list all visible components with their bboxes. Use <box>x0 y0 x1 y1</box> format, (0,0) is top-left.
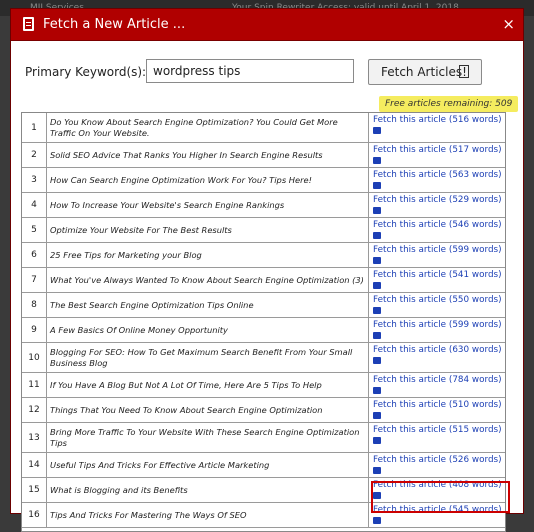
article-row <box>22 218 505 243</box>
fetch-article-link[interactable]: Fetch this article (599 words) <box>373 320 502 330</box>
article-number: 12 <box>22 398 47 422</box>
article-title: Solid SEO Advice That Ranks You Higher In Search Engine Results <box>50 149 323 160</box>
fetch-cell <box>368 143 507 167</box>
fetch-cell <box>368 113 507 142</box>
article-title: Tips And Tricks For Mastering The Ways Of SEO <box>50 509 247 520</box>
article-number: 7 <box>22 268 47 292</box>
fetch-cell <box>368 398 507 422</box>
fetch-cell <box>368 243 507 267</box>
article-title: Do You Know About Search Engine Optimization? You Could Get More Traffic On Your Website. <box>50 116 338 138</box>
article-row <box>22 343 505 373</box>
article-row <box>22 243 505 268</box>
copy-icon[interactable] <box>373 232 381 239</box>
article-number: 10 <box>22 343 47 372</box>
copy-icon[interactable] <box>373 127 381 134</box>
fetch-article-link[interactable]: Fetch this article (599 words) <box>373 245 502 255</box>
article-title: Things That You Need To Know About Search Engine Optimization <box>50 404 323 415</box>
fetch-article-link[interactable]: Fetch this article (784 words) <box>373 375 502 385</box>
fetch-article-modal <box>10 8 524 520</box>
fetch-cell <box>368 453 507 477</box>
article-title: How To Increase Your Website's Search Engine Rankings <box>50 199 285 210</box>
fetch-article-link[interactable]: Fetch this article (517 words) <box>373 145 502 155</box>
fetch-article-link[interactable]: Fetch this article (408 words) <box>373 480 502 490</box>
fetch-articles-button[interactable] <box>368 59 482 85</box>
fetch-article-link[interactable]: Fetch this article (546 words) <box>373 220 502 230</box>
article-title: What You've Always Wanted To Know About Search Engine Optimization (3) <box>50 274 364 285</box>
article-number: 14 <box>22 453 47 477</box>
keyword-label: Primary Keyword(s): <box>25 65 147 79</box>
free-articles-badge: Free articles remaining: 509 <box>379 96 518 112</box>
copy-icon[interactable] <box>373 357 381 364</box>
article-row <box>22 478 505 503</box>
article-row <box>22 373 505 398</box>
article-row <box>22 193 505 218</box>
article-number: 3 <box>22 168 47 192</box>
article-number: 8 <box>22 293 47 317</box>
copy-icon[interactable] <box>373 182 381 189</box>
article-row <box>22 453 505 478</box>
fetch-cell <box>368 293 507 317</box>
fetch-article-link[interactable]: Fetch this article (515 words) <box>373 425 502 435</box>
article-number: 5 <box>22 218 47 242</box>
article-row <box>22 503 505 528</box>
copy-icon[interactable] <box>373 412 381 419</box>
article-number: 15 <box>22 478 47 502</box>
article-row <box>22 268 505 293</box>
article-title: Blogging For SEO: How To Get Maximum Search Benefit From Your Small Business Blog <box>50 346 353 368</box>
keyword-row <box>25 59 515 85</box>
copy-icon[interactable] <box>373 492 381 499</box>
article-number: 13 <box>22 423 47 452</box>
fetch-cell <box>368 503 507 527</box>
article-number: 2 <box>22 143 47 167</box>
copy-icon[interactable] <box>373 157 381 164</box>
fetch-article-link[interactable]: Fetch this article (529 words) <box>373 195 502 205</box>
document-icon <box>23 17 34 31</box>
copy-icon[interactable] <box>373 332 381 339</box>
article-row <box>22 423 505 453</box>
copy-icon[interactable] <box>373 257 381 264</box>
fetch-article-link[interactable]: Fetch this article (630 words) <box>373 345 502 355</box>
fetch-cell <box>368 318 507 342</box>
fetch-cell <box>368 168 507 192</box>
fetch-article-link[interactable]: Fetch this article (563 words) <box>373 170 502 180</box>
article-list[interactable] <box>21 112 506 532</box>
keyword-input[interactable] <box>146 59 354 83</box>
article-title: How Can Search Engine Optimization Work For You? Tips Here! <box>50 174 312 185</box>
fetch-cell <box>368 373 507 397</box>
copy-icon[interactable] <box>373 437 381 444</box>
fetch-cell <box>368 423 507 452</box>
copy-icon[interactable] <box>373 387 381 394</box>
article-row <box>22 168 505 193</box>
article-title: A Few Basics Of Online Money Opportunity <box>50 324 228 335</box>
article-title: If You Have A Blog But Not A Lot Of Time, Here Are 5 Tips To Help <box>50 379 322 390</box>
fetch-article-link[interactable]: Fetch this article (550 words) <box>373 295 502 305</box>
article-title: The Best Search Engine Optimization Tips Online <box>50 299 254 310</box>
copy-icon[interactable] <box>373 307 381 314</box>
article-title: Bring More Traffic To Your Website With These Search Engine Optimization Tips <box>50 426 360 448</box>
article-title: What is Blogging and its Benefits <box>50 484 188 495</box>
article-row <box>22 318 505 343</box>
document-icon <box>459 65 469 78</box>
fetch-article-link[interactable]: Fetch this article (516 words) <box>373 115 502 125</box>
fetch-cell <box>368 268 507 292</box>
copy-icon[interactable] <box>373 282 381 289</box>
article-title: Optimize Your Website For The Best Results <box>50 224 232 235</box>
fetch-article-link[interactable]: Fetch this article (510 words) <box>373 400 502 410</box>
fetch-articles-button-label: Fetch Articles! <box>381 65 467 79</box>
copy-icon[interactable] <box>373 207 381 214</box>
fetch-cell <box>368 193 507 217</box>
modal-title: Fetch a New Article ... <box>43 17 186 32</box>
article-number: 1 <box>22 113 47 142</box>
copy-icon[interactable] <box>373 467 381 474</box>
fetch-cell <box>368 343 507 372</box>
article-row <box>22 143 505 168</box>
fetch-cell <box>368 478 507 502</box>
fetch-article-link[interactable]: Fetch this article (541 words) <box>373 270 502 280</box>
article-row <box>22 398 505 423</box>
article-title: 25 Free Tips for Marketing your Blog <box>50 249 202 260</box>
article-number: 11 <box>22 373 47 397</box>
article-row <box>22 113 505 143</box>
article-row <box>22 293 505 318</box>
modal-titlebar <box>11 9 523 41</box>
copy-icon[interactable] <box>373 517 381 524</box>
article-title: Useful Tips And Tricks For Effective Article Marketing <box>50 459 270 470</box>
article-number: 6 <box>22 243 47 267</box>
article-number: 9 <box>22 318 47 342</box>
article-number: 16 <box>22 503 47 527</box>
fetch-cell <box>368 218 507 242</box>
close-icon[interactable]: × <box>502 15 515 33</box>
fetch-article-link[interactable]: Fetch this article (526 words) <box>373 455 502 465</box>
article-number: 4 <box>22 193 47 217</box>
fetch-article-link[interactable]: Fetch this article (545 words) <box>373 505 502 515</box>
